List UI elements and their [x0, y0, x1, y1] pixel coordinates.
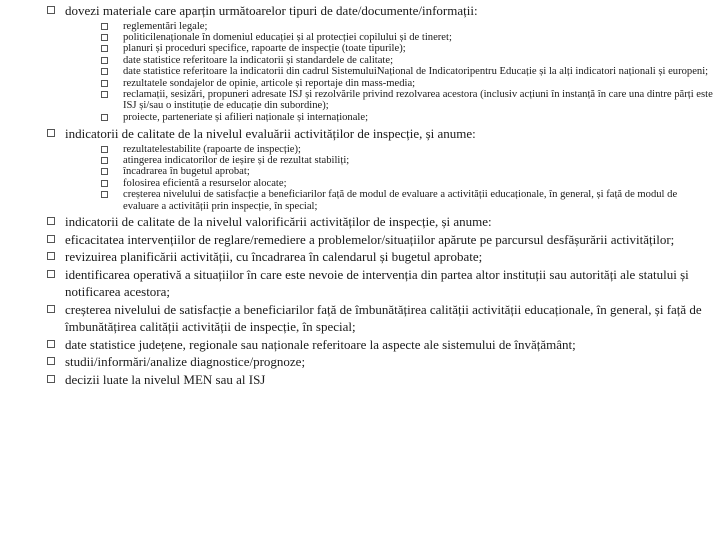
document-body	[47, 2, 713, 388]
bullet-box-icon	[47, 270, 55, 278]
bullet-box-icon	[47, 235, 55, 243]
sub-item-text: reglementări legale;	[123, 20, 208, 32]
item-text: decizii luate la nivelul MEN sau al ISJ	[65, 371, 266, 387]
list-item	[47, 125, 713, 212]
list-item	[47, 231, 713, 249]
sub-list-item	[101, 66, 713, 77]
list-item	[47, 353, 713, 371]
sub-list-item	[101, 112, 713, 123]
item-text: date statistice județene, regionale sau naționale referitoare la aspecte ale sistemului de învățământ;	[65, 336, 576, 352]
bullet-box-icon	[101, 180, 108, 187]
item-text: creșterea nivelului de satisfacție a beneficiarilor față de îmbunătățirea calității activității educaționale, în general, și față de îmbunătățirea calității activității de inspecție, în special;	[65, 301, 702, 335]
sub-list	[101, 21, 713, 124]
sub-item-text: date statistice referitoare la indicatorii din cadrul SistemuluiNațional de Indicatoripentru Educație și la alți indicatori naționali și europeni;	[123, 66, 709, 78]
item-text: indicatorii de calitate de la nivelul evaluării activităților de inspecție, și anume:	[65, 126, 476, 142]
bullet-box-icon	[47, 375, 55, 383]
sub-list-item	[101, 189, 713, 212]
bullet-box-icon	[101, 114, 108, 121]
item-text: indicatorii de calitate de la nivelul valorificării activităților de inspecție, și anume:	[65, 214, 492, 230]
sub-list-item	[101, 178, 713, 189]
sub-list-item	[101, 144, 713, 155]
sub-item-text: politicilenaționale în domeniul educației și al protecției copilului și de tineret;	[123, 31, 452, 43]
sub-item-text: planuri și proceduri specifice, rapoarte de inspecție (toate tipurile);	[123, 43, 406, 55]
sub-list-item	[101, 166, 713, 177]
bullet-box-icon	[101, 23, 108, 30]
sub-item-text: creșterea nivelului de satisfacție a beneficiarilor față de modul de evaluare a activității educaționale, în general, și față de modul de evaluare a activității prin inspecție, în special;	[123, 189, 678, 212]
bullet-box-icon	[101, 57, 108, 64]
sub-list-item	[101, 89, 713, 112]
sub-list-item	[101, 43, 713, 54]
item-text: revizuirea planificării activității, cu încadrarea în calendarul și bugetul aprobate;	[65, 249, 483, 265]
item-text: identificarea operativă a situațiilor în care este nevoie de intervenția din partea altor instituții sau autorități ale statului și notificarea acestora;	[65, 266, 689, 300]
sub-list-item	[101, 55, 713, 66]
sub-list-item	[101, 21, 713, 32]
sub-list	[101, 144, 713, 212]
bullet-box-icon	[101, 191, 108, 198]
list-item	[47, 213, 713, 231]
list-item	[47, 301, 713, 336]
sub-item-text: proiecte, parteneriate și afilieri naționale și internaționale;	[123, 111, 369, 123]
list-item	[47, 2, 713, 123]
item-text: studii/informări/analize diagnostice/prognoze;	[65, 354, 306, 370]
sub-item-text: încadrarea în bugetul aprobat;	[123, 166, 250, 178]
bullet-box-icon	[47, 305, 55, 313]
bullet-box-icon	[101, 80, 108, 87]
list-item	[47, 371, 713, 389]
sub-list-item	[101, 32, 713, 43]
sub-item-text: atingerea indicatorilor de ieșire și de rezultat stabiliți;	[123, 155, 350, 167]
bullet-box-icon	[47, 217, 55, 225]
list-item	[47, 248, 713, 266]
item-text: eficacitatea intervențiilor de reglare/remediere a problemelor/situațiilor apărute pe parcursul desfășurării activităților;	[65, 231, 675, 247]
bullet-box-icon	[101, 68, 108, 75]
bullet-box-icon	[101, 157, 108, 164]
list-item	[47, 336, 713, 354]
bullet-box-icon	[101, 34, 108, 41]
bullet-box-icon	[101, 168, 108, 175]
sub-item-text: folosirea eficientă a resurselor alocate;	[123, 177, 287, 189]
list-item	[47, 266, 713, 301]
bullet-box-icon	[47, 252, 55, 260]
bullet-box-icon	[101, 91, 108, 98]
bullet-box-icon	[47, 340, 55, 348]
sub-list-item	[101, 78, 713, 89]
bullet-box-icon	[47, 6, 55, 14]
sub-list-item	[101, 155, 713, 166]
item-text: dovezi materiale care aparțin următoarelor tipuri de date/documente/informații:	[65, 3, 478, 18]
sub-item-text: rezultatele sondajelor de opinie, articole și reportaje din mass-media;	[123, 77, 416, 89]
main-list	[47, 2, 713, 388]
sub-item-text: reclamații, sesizări, propuneri adresate ISJ și rezolvările privind rezolvarea acestora (inclusiv acțiuni în instanță în care una dintre părți este ISJ și/sau o instituție de educație din subordine);	[123, 88, 713, 112]
sub-item-text: rezultatelestabilite (rapoarte de inspecție);	[123, 143, 301, 155]
bullet-box-icon	[47, 357, 55, 365]
bullet-box-icon	[47, 129, 55, 137]
sub-item-text: date statistice referitoare la indicatorii și standardele de calitate;	[123, 54, 394, 66]
bullet-box-icon	[101, 146, 108, 153]
bullet-box-icon	[101, 45, 108, 52]
